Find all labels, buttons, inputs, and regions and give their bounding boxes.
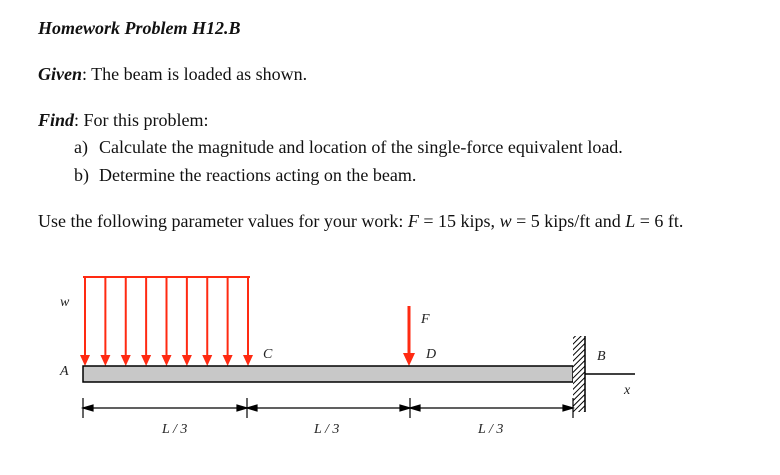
- label-f: F: [421, 312, 430, 327]
- dimension-label-2: L / 3: [314, 422, 340, 437]
- problem-title: Homework Problem H12.B: [38, 18, 241, 38]
- load-arrow: [223, 277, 233, 366]
- label-x: x: [624, 383, 631, 398]
- load-arrow: [162, 277, 172, 366]
- load-arrow: [141, 277, 151, 366]
- load-arrow: [100, 277, 110, 366]
- param-w-value: = 5 kips/ft and: [511, 211, 626, 231]
- given-text: : The beam is loaded as shown.: [82, 64, 308, 84]
- label-d: D: [426, 347, 437, 362]
- force-f-arrow: [403, 306, 415, 366]
- label-c: C: [263, 347, 273, 362]
- param-w-symbol: w: [499, 211, 512, 231]
- find-item-marker: a): [74, 137, 88, 157]
- parameter-lead: Use the following parameter values for your work:: [38, 211, 408, 231]
- dimension-label-1: L / 3: [162, 422, 188, 437]
- label-a: A: [60, 364, 69, 379]
- load-arrow: [80, 277, 90, 366]
- find-item-b-text: Determine the reactions acting on the beam.: [99, 165, 417, 185]
- load-arrow: [243, 277, 253, 366]
- find-item-a-text: Calculate the magnitude and location of the single-force equivalent load.: [99, 137, 623, 157]
- given-label: Given: [38, 64, 82, 84]
- fixed-support-hatch: [573, 336, 585, 412]
- param-l-symbol: L: [625, 211, 636, 231]
- load-arrow: [121, 277, 131, 366]
- load-arrows: [80, 277, 253, 366]
- dimension-label-3: L / 3: [478, 422, 504, 437]
- param-l-value: = 6 ft.: [635, 211, 684, 231]
- param-f-symbol: F: [407, 211, 419, 231]
- label-w: w: [60, 295, 70, 310]
- label-b: B: [597, 349, 606, 364]
- param-f-value: = 15 kips,: [418, 211, 500, 231]
- find-item-marker: b): [74, 165, 89, 185]
- distributed-load: [80, 277, 253, 366]
- beam: [83, 366, 573, 382]
- dimension-line: [83, 398, 573, 418]
- find-label: Find: [38, 110, 75, 130]
- load-arrow: [202, 277, 212, 366]
- load-arrow: [182, 277, 192, 366]
- find-text: : For this problem:: [74, 110, 209, 130]
